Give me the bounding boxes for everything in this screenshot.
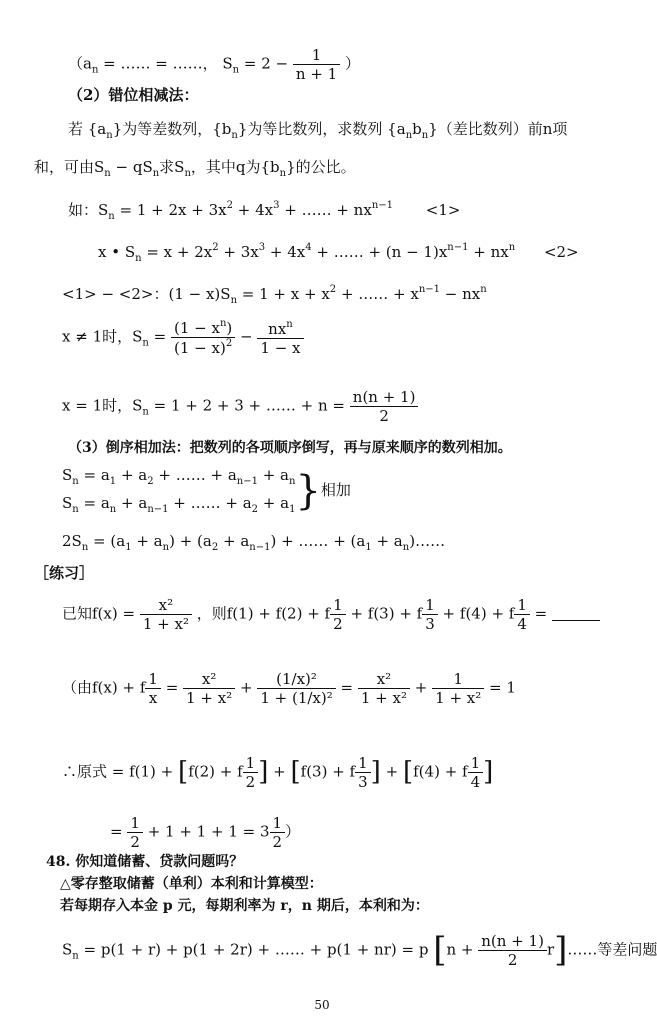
exercise-hint: （由f(x) + f $\frac{1}{x}$ = $\frac{\text{x²}}{\text{1 + x²}}$ + $\frac{\text{(1/x)²}}{\text{1 + (1/x)²}}$ = $\frac{\text{x²}}{\text{1 + x²}}$ + $\frac{1}{\text{1 + x²}}$ = 1 [62,670,516,707]
equation-4: x ≠ 1时，$S_n$ = $\frac{(1 - x^n)}{(1 - x)^2}$ − $\frac{nx^n}{1 - x}$ [62,318,304,357]
formula-sn-result: （$a_n$ = …… = ……， $S_n = 2$ − $\frac{1}{n + 1}$ ） [68,46,360,83]
practice-label: ［练习］ [34,564,95,582]
paragraph-2: 和，可由$S_n - qS_n$求$S_n$，其中q为$\{b_n\}$的公比。 [34,158,356,179]
heading-reverse-addition: （3）倒序相加法：把数列的各项顺序倒写，再与原来顺序的数列相加。 [68,440,512,456]
equation-2: x • $S_n = x + 2x^2 + 3x^3 + 4x^4$ + …… + $(n - 1)x^{n-1} + nx^n <2>$ [98,242,579,264]
brace-symbol: } [295,468,321,514]
paragraph-1: 若 $\{a_n\}$为等差数列，$\{b_n\}$为等比数列，求数列 $\{a_nb_n\}$（差比数列）前n项 [68,120,568,141]
reverse-system: $S_n = a_1 + a_2$ + …… + $a_{n-1} + a_n$ $S_n = a_n + a_{n-1}$ + …… + $a_2 + a_1$ }相加 [62,466,351,515]
heading-48: 48. 你知道储蓄、贷款问题吗？ [46,854,244,870]
equation-2sn: $2S_n = (a_1 + a_n) + (a_2 + a_{n-1})$ + …… + ($a_1$ + $a_n)\dots\dots$ [62,532,446,553]
exercise-question: 已知f(x) = $\frac{\text{x²}}{\text{1 + x²}}$ ，则f(1) + f(2) + f $\frac{1}{2}$ + f(3) + f $\frac{1}{3}$ + f(4) + f $\frac{1}{4}$ = [62,596,600,633]
exercise-result: = $\frac{1}{2}$ + 1 + 1 + 1 = 3 $\frac{1}{2}$ ） [110,814,301,851]
add-label: 相加 [320,481,351,499]
equation-5: x = 1时，$S_n = 1 + 2 + 3$ + …… + n = $\frac{n(n + 1)}{2}$ [62,388,418,425]
equation-3: <1> − <2>：$(1 - x)S_n = 1 + x + x^2$ + …… + $x^{n-1} - nx^n$ [62,284,487,306]
heading-48-sub: △零存整取储蓄（单利）本利和计算模型： [60,876,323,892]
heading-48-desc: 若每期存入本金 p 元，每期利率为 r，n 期后，本利和为： [60,898,429,914]
exercise-solution: ∴原式 = f(1) + [f(2) + f $\frac{1}{2}$ ] + [f(3) + f $\frac{1}{3}$ ] + [f(4) + f $\frac{1}{4}$ ] [62,754,494,791]
page-number: 50 [314,998,330,1012]
heading-dislocation-subtraction: （2）错位相减法： [68,86,199,104]
answer-blank [552,620,600,621]
savings-formula: $S_n = p(1 + r) + p(1 + 2r)$ + …… + p(1 + nr) = p [n + $\frac{n(n + 1)}{2}$ r]……等差问题 [62,930,657,970]
equation-1: 如：$S_n = 1 + 2x + 3x^2 + 4x^3$ + …… + $nx^{n-1} <1>$ [68,200,461,222]
